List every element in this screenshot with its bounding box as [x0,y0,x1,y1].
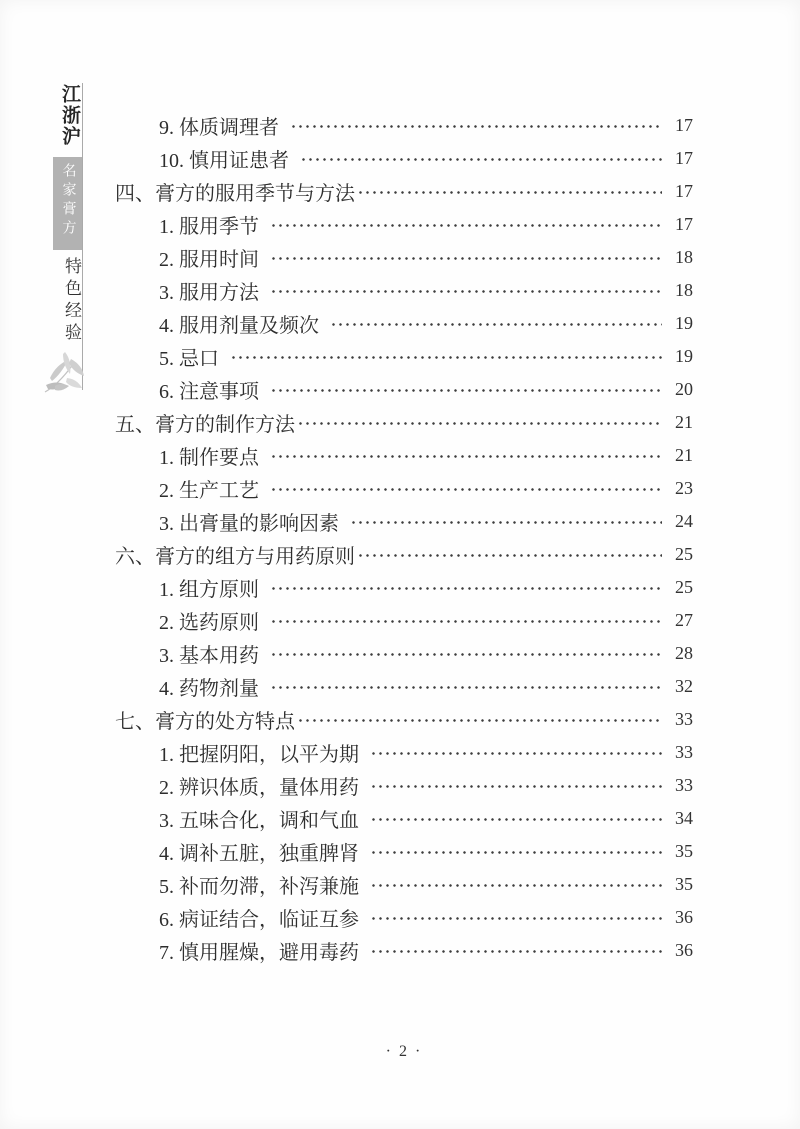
toc-entry-page: 36 [675,940,693,960]
toc-entry [115,637,693,670]
toc-entry-page: 24 [675,511,693,531]
toc-dot-leader [270,282,662,300]
toc-entry-page: 23 [675,478,693,498]
toc-entry-label: 2. 生产工艺 [159,480,259,502]
toc-dot-leader [270,645,662,663]
toc-entry-page: 33 [675,775,693,795]
toc-entry-label: 7. 慎用腥燥，避用毒药 [159,942,359,964]
toc-entry-label: 10. 慎用证患者 [159,150,289,172]
toc-entry-page: 35 [675,874,693,894]
toc-entry [115,934,693,967]
toc-entry-page: 17 [675,115,693,135]
series-title-vertical: 江浙沪 [59,84,80,147]
toc-entry-page: 21 [675,445,693,465]
toc-entry-page: 25 [675,544,693,564]
toc-entry-page: 20 [675,379,693,399]
toc-entry-page: 17 [675,214,693,234]
toc-dot-leader [370,942,662,960]
toc-entry [115,901,693,934]
toc-entry-label: 2. 辨识体质，量体用药 [159,777,359,799]
toc-entry [115,439,693,472]
toc-entry-label: 六、膏方的组方与用药原则 [115,546,355,568]
toc-entry [115,472,693,505]
toc-entry [115,373,693,406]
toc-entry [115,835,693,868]
toc-dot-leader [300,150,662,168]
toc-entry [115,703,693,736]
toc-entry-page: 18 [675,247,693,267]
toc-entry [115,340,693,373]
toc-dot-leader [357,183,662,201]
toc-dot-leader [370,843,662,861]
toc-dot-leader [370,777,662,795]
toc-entry-page: 19 [675,346,693,366]
toc-entry-label: 1. 把握阴阳，以平为期 [159,744,359,766]
toc-entry-page: 34 [675,808,693,828]
toc-entry [115,406,693,439]
toc-entry [115,802,693,835]
toc-dot-leader [370,876,662,894]
toc-entry [115,241,693,274]
toc-entry-page: 27 [675,610,693,630]
toc-entry [115,208,693,241]
toc-entry-label: 5. 补而勿滞，补泻兼施 [159,876,359,898]
toc-dot-leader [370,909,662,927]
toc-entry-label: 6. 病证结合，临证互参 [159,909,359,931]
toc-entry-label: 3. 五味合化，调和气血 [159,810,359,832]
toc-entry-label: 4. 调补五脏，独重脾肾 [159,843,359,865]
series-subtitle-vertical: 特色经验 [62,257,81,345]
toc-dot-leader [357,546,662,564]
toc-entry-label: 1. 制作要点 [159,447,259,469]
toc-entry [115,307,693,340]
toc-entry [115,142,693,175]
toc-dot-leader [270,579,662,597]
toc-entry [115,769,693,802]
toc-dot-leader [270,678,662,696]
toc-entry-label: 9. 体质调理者 [159,117,279,139]
toc-entry-label: 2. 服用时间 [159,249,259,271]
toc-dot-leader [330,315,662,333]
toc-entry [115,736,693,769]
toc-entry-label: 五、膏方的制作方法 [115,414,295,436]
toc-entry-page: 18 [675,280,693,300]
toc-entry-label: 5. 忌口 [159,348,219,370]
toc-entry-page: 36 [675,907,693,927]
toc-entry [115,604,693,637]
toc-entry-label: 1. 组方原则 [159,579,259,601]
toc-entry-label: 2. 选药原则 [159,612,259,634]
toc-entry-page: 28 [675,643,693,663]
toc-dot-leader [270,216,662,234]
toc-entry [115,538,693,571]
toc-entry-page: 17 [675,148,693,168]
toc-dot-leader [297,711,662,729]
toc-entry-label: 4. 药物剂量 [159,678,259,700]
toc-dot-leader [230,348,662,366]
toc-entry-page: 25 [675,577,693,597]
brand-box-label: 名家膏方 [60,163,76,239]
toc-entry-page: 19 [675,313,693,333]
toc-entry-label: 3. 出膏量的影响因素 [159,513,339,535]
toc-entry-page: 32 [675,676,693,696]
toc-entry-label: 6. 注意事项 [159,381,259,403]
toc-dot-leader [350,513,662,531]
toc-entry-page: 21 [675,412,693,432]
toc-dot-leader [370,810,662,828]
page-number-folio: · 2 · [385,1043,423,1060]
toc-entry [115,505,693,538]
toc-entry [115,571,693,604]
toc-entry-page: 17 [675,181,693,201]
toc-entry [115,274,693,307]
toc-entry [115,868,693,901]
toc-dot-leader [297,414,662,432]
toc-entry-page: 35 [675,841,693,861]
toc-entry-label: 3. 服用方法 [159,282,259,304]
toc-list [115,109,693,967]
brand-box [53,157,82,250]
toc-dot-leader [270,249,662,267]
toc-entry [115,670,693,703]
toc-entry-page: 33 [675,709,693,729]
toc-entry-page: 33 [675,742,693,762]
toc-entry-label: 四、膏方的服用季节与方法 [115,183,355,205]
toc-dot-leader [370,744,662,762]
toc-dot-leader [270,381,662,399]
toc-entry [115,109,693,142]
toc-entry-label: 4. 服用剂量及频次 [159,315,319,337]
toc-dot-leader [270,480,662,498]
flower-decoration-icon [41,344,87,394]
toc-entry-label: 3. 基本用药 [159,645,259,667]
toc-dot-leader [270,612,662,630]
toc-entry [115,175,693,208]
toc-entry-label: 1. 服用季节 [159,216,259,238]
toc-dot-leader [270,447,662,465]
toc-dot-leader [290,117,662,135]
toc-entry-label: 七、膏方的处方特点 [115,711,295,733]
